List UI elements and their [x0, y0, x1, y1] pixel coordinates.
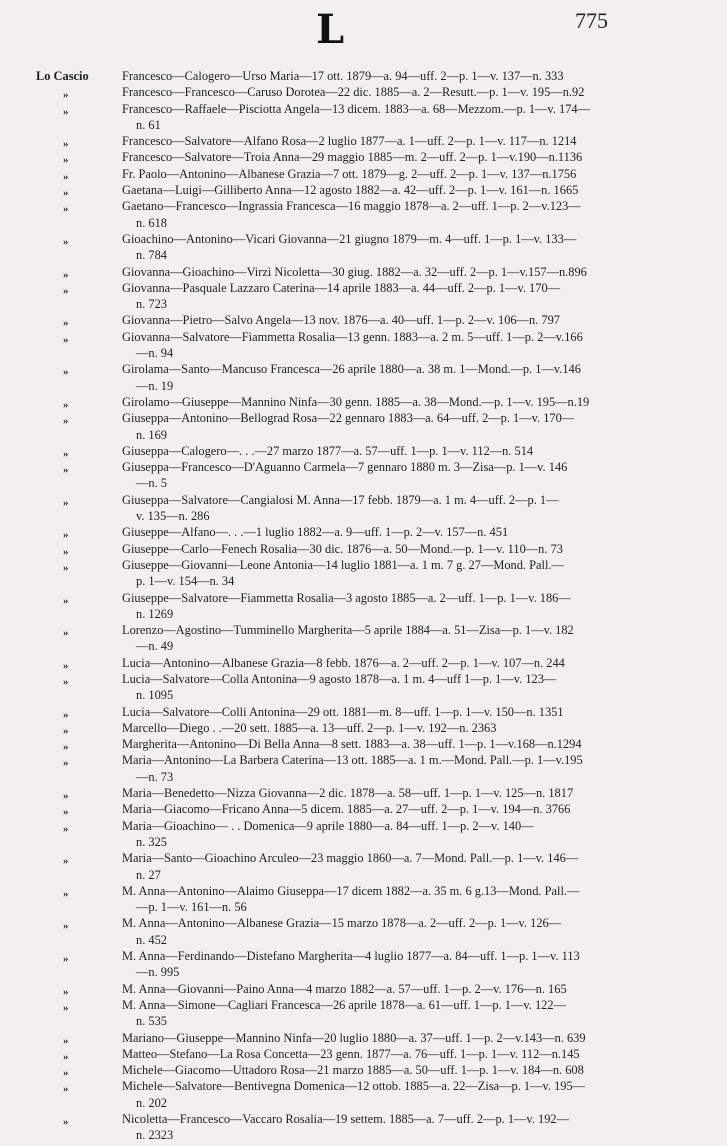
entry-text: Maria—Antonino—La Barbera Caterina—13 ott. 1885—a. 1 m.—Mond. Pall.—p. 1—v.195	[122, 753, 583, 768]
ditto-mark: »	[63, 317, 69, 330]
register-entry	[0, 720, 727, 736]
ditto-mark: »	[63, 806, 69, 819]
entry-continuation: n. 325	[136, 834, 167, 849]
register-entry	[0, 329, 727, 362]
register-entry	[0, 590, 727, 623]
entry-list	[0, 68, 727, 1144]
entry-continuation: n. 452	[136, 932, 167, 947]
register-entry	[0, 818, 727, 851]
ditto-mark: »	[63, 398, 69, 411]
ditto-mark: »	[63, 464, 69, 477]
ditto-mark: »	[63, 447, 69, 460]
ditto-mark: »	[63, 855, 69, 868]
entry-text: Giuseppa—Francesco—D'Aguanno Carmela—7 gennaro 1880 m. 3—Zisa—p. 1—v. 146	[122, 460, 568, 475]
entry-continuation: n. 618	[136, 215, 167, 230]
ditto-mark: »	[63, 1067, 69, 1080]
ditto-mark: »	[63, 105, 69, 118]
register-entry	[0, 997, 727, 1030]
ditto-mark: »	[63, 708, 69, 721]
ditto-mark: »	[63, 203, 69, 216]
entry-text: Giovanna—Gioachino—Virzì Nicoletta—30 giug. 1882—a. 32—uff. 2—p. 1—v.157—n.896	[122, 264, 587, 279]
register-entry	[0, 915, 727, 948]
register-entry	[0, 981, 727, 997]
ditto-mark: »	[63, 822, 69, 835]
ditto-mark: »	[63, 1034, 69, 1047]
register-entry	[0, 883, 727, 916]
ditto-mark: »	[63, 659, 69, 672]
register-entry	[0, 736, 727, 752]
register-entry	[0, 410, 727, 443]
register-entry	[0, 231, 727, 264]
entry-continuation: p. 1—v. 154—n. 34	[136, 574, 235, 589]
surname-label: Lo Cascio	[36, 69, 89, 83]
register-entry	[0, 1046, 727, 1062]
ditto-mark: »	[63, 333, 69, 346]
entry-continuation: —n. 995	[136, 965, 180, 980]
entry-text: Marcello—Diego . .—20 sett. 1885—a. 13—uff. 2—p. 1—v. 192—n. 2363	[122, 720, 497, 735]
entry-continuation: —n. 19	[136, 378, 174, 393]
ditto-mark: »	[63, 953, 69, 966]
register-entry	[0, 394, 727, 410]
ditto-mark: »	[63, 545, 69, 558]
ditto-mark: »	[63, 675, 69, 688]
register-entry	[0, 68, 727, 84]
register-entry	[0, 704, 727, 720]
entry-text: Lucia—Salvatore—Colla Antonina—9 agosto 1878—a. 1 m. 4—uff 1—p. 1—v. 123—	[122, 671, 557, 686]
register-entry	[0, 264, 727, 280]
page-number: 775	[575, 8, 608, 33]
register-entry	[0, 655, 727, 671]
entry-text: Giuseppe—Giovanni—Leone Antonia—14 luglio 1881—a. 1 m. 7 g. 27—Mond. Pall.—	[122, 557, 564, 572]
entry-text: Francesco—Salvatore—Alfano Rosa—2 luglio 1877—a. 1—uff. 2—p. 1—v. 117—n. 1214	[122, 134, 577, 149]
section-letter: L	[316, 6, 345, 53]
entry-text: Giovanna—Salvatore—Fiammetta Rosalia—13 genn. 1883—a. 2 m. 5—uff. 1—p. 2—v.166	[122, 329, 583, 344]
entry-text: Maria—Santo—Gioachino Arculeo—23 maggio 1860—a. 7—Mond. Pall.—p. 1—v. 146—	[122, 851, 579, 866]
entry-text: Giuseppa—Calogero—. . .—27 marzo 1877—a. 57—uff. 1—p. 1—v. 112—n. 514	[122, 443, 534, 458]
entry-continuation: —n. 94	[136, 346, 174, 361]
ditto-mark: »	[63, 138, 69, 151]
entry-text: M. Anna—Simone—Cagliari Francesca—26 aprile 1878—a. 61—uff. 1—p. 1—v. 122—	[122, 997, 566, 1012]
entry-text: Giuseppa—Antonino—Bellograd Rosa—22 gennaro 1883—a. 64—uff. 2—p. 1—v. 170—	[122, 411, 575, 426]
entry-continuation: n. 784	[136, 248, 167, 263]
entry-continuation: —n. 5	[136, 476, 167, 491]
register-entry	[0, 948, 727, 981]
entry-text: Nicoletta—Francesco—Vaccaro Rosalia—19 settem. 1885—a. 7—uff. 2—p. 1—v. 192—	[122, 1112, 569, 1126]
entry-text: M. Anna—Antonino—Alaimo Giuseppa—17 dicem 1882—a. 35 m. 6 g.13—Mond. Pall.—	[122, 883, 580, 898]
register-entry	[0, 541, 727, 557]
ditto-mark: »	[63, 284, 69, 297]
ditto-mark: »	[63, 757, 69, 770]
entry-continuation: —p. 1—v. 161—n. 56	[136, 900, 247, 915]
ditto-mark: »	[63, 594, 69, 607]
entry-text: Giuseppe—Alfano—. . .—1 luglio 1882—a. 9—uff. 1—p. 2—v. 157—n. 451	[122, 525, 509, 540]
register-entry	[0, 557, 727, 590]
register-entry	[0, 312, 727, 328]
entry-text: M. Anna—Antonino—Albanese Grazia—15 marzo 1878—a. 2—uff. 2—p. 1—v. 126—	[122, 916, 562, 931]
register-entry	[0, 101, 727, 134]
entry-text: Michele—Salvatore—Bentivegna Domenica—12 ottob. 1885—a. 22—Zisa—p. 1—v. 195—	[122, 1079, 586, 1094]
entry-text: Maria—Benedetto—Nizza Giovanna—2 dic. 1878—a. 58—uff. 1—p. 1—v. 125—n. 1817	[122, 786, 574, 801]
entry-text: Lucia—Antonino—Albanese Grazia—8 febb. 1876—a. 2—uff. 2—p. 1—v. 107—n. 244	[122, 655, 565, 670]
ditto-mark: »	[63, 1083, 69, 1096]
register-entry	[0, 443, 727, 459]
ditto-mark: »	[63, 1116, 69, 1128]
entry-continuation: n. 723	[136, 297, 167, 312]
entry-continuation: n. 535	[136, 1014, 167, 1029]
ditto-mark: »	[63, 1001, 69, 1014]
entry-text: Giuseppe—Carlo—Fenech Rosalia—30 dic. 1876—a. 50—Mond.—p. 1—v. 110—n. 73	[122, 541, 563, 556]
entry-text: Giovanna—Pietro—Salvo Angela—13 nov. 1876—a. 40—uff. 1—p. 2—v. 106—n. 797	[122, 313, 560, 328]
register-entry	[0, 1030, 727, 1046]
entry-text: M. Anna—Giovanni—Paino Anna—4 marzo 1882—a. 57—uff. 1—p. 2—v. 176—n. 165	[122, 981, 567, 996]
entry-text: Girolama—Santo—Mancuso Francesca—26 aprile 1880—a. 38 m. 1—Mond.—p. 1—v.146	[122, 362, 581, 377]
entry-text: Michele—Giacomo—Uttadoro Rosa—21 marzo 1885—a. 50—uff. 1—p. 1—v. 184—n. 608	[122, 1063, 584, 1078]
entry-text: Giuseppa—Salvatore—Cangialosi M. Anna—17 febb. 1879—a. 1 m. 4—uff. 2—p. 1—	[122, 492, 559, 507]
register-entry	[0, 752, 727, 785]
ditto-mark: »	[63, 1050, 69, 1063]
entry-text: Mariano—Giuseppe—Mannino Ninfa—20 luglio 1880—a. 37—uff. 1—p. 2—v.143—n. 639	[122, 1030, 586, 1045]
entry-text: Maria—Gioachino— . . Domenica—9 aprile 1880—a. 84—uff. 1—p. 2—v. 140—	[122, 818, 534, 833]
register-entry	[0, 671, 727, 704]
register-entry	[0, 149, 727, 165]
entry-continuation: n. 27	[136, 867, 161, 882]
entry-text: Maria—Giacomo—Fricano Anna—5 dicem. 1885—a. 27—uff. 2—p. 1—v. 194—n. 3766	[122, 802, 571, 817]
register-entry	[0, 622, 727, 655]
entry-continuation: v. 135—n. 286	[136, 509, 210, 524]
ditto-mark: »	[63, 529, 69, 542]
register-entry	[0, 166, 727, 182]
entry-continuation: n. 1269	[136, 606, 174, 621]
entry-text: Francesco—Calogero—Urso Maria—17 ott. 1879—a. 94—uff. 2—p. 1—v. 137—n. 333	[122, 69, 564, 83]
register-entry	[0, 1078, 727, 1111]
register-entry	[0, 1111, 727, 1144]
ditto-mark: »	[63, 366, 69, 379]
ditto-mark: »	[63, 268, 69, 281]
ditto-mark: »	[63, 89, 69, 102]
register-entry	[0, 1062, 727, 1078]
entry-text: Fr. Paolo—Antonino—Albanese Grazia—7 ott. 1879—g. 2—uff. 2—p. 1—v. 137—n.1756	[122, 166, 577, 181]
entry-text: Francesco—Salvatore—Troia Anna—29 maggio 1885—m. 2—uff. 2—p. 1—v.190—n.1136	[122, 150, 583, 165]
entry-continuation: n. 61	[136, 117, 161, 132]
entry-text: Gaetana—Luigi—Gilliberto Anna—12 agosto 1882—a. 42—uff. 2—p. 1—v. 161—n. 1665	[122, 183, 579, 198]
register-entry	[0, 492, 727, 525]
entry-text: Francesco—Francesco—Caruso Dorotea—22 dic. 1885—a. 2—Resutt.—p. 1—v. 195—n.92	[122, 85, 585, 100]
ditto-mark: »	[63, 235, 69, 248]
ditto-mark: »	[63, 154, 69, 167]
entry-text: Girolamo—Giuseppe—Mannino Ninfa—30 genn. 1885—a. 38—Mond.—p. 1—v. 195—n.19	[122, 394, 590, 409]
ditto-mark: »	[63, 561, 69, 574]
entry-continuation: n. 2323	[136, 1128, 174, 1143]
ditto-mark: »	[63, 415, 69, 428]
entry-continuation: n. 169	[136, 427, 167, 442]
entry-continuation: —n. 73	[136, 769, 174, 784]
register-entry	[0, 182, 727, 198]
entry-continuation: n. 202	[136, 1095, 167, 1110]
ditto-mark: »	[63, 496, 69, 509]
ditto-mark: »	[63, 170, 69, 183]
ditto-mark: »	[63, 741, 69, 754]
register-entry	[0, 361, 727, 394]
register-entry	[0, 785, 727, 801]
entry-text: Giovanna—Pasquale Lazzaro Caterina—14 aprile 1883—a. 44—uff. 2—p. 1—v. 170—	[122, 280, 561, 295]
register-entry	[0, 280, 727, 313]
entry-continuation: n. 1095	[136, 688, 174, 703]
register-entry	[0, 198, 727, 231]
entry-text: Giuseppe—Salvatore—Fiammetta Rosalia—3 agosto 1885—a. 2—uff. 1—p. 1—v. 186—	[122, 590, 571, 605]
entry-text: Matteo—Stefano—La Rosa Concetta—23 genn. 1877—a. 76—uff. 1—p. 1—v. 112—n.145	[122, 1046, 580, 1061]
register-entry	[0, 459, 727, 492]
register-entry	[0, 84, 727, 100]
ditto-mark: »	[63, 920, 69, 933]
ditto-mark: »	[63, 724, 69, 737]
entry-text: Gaetano—Francesco—Ingrassia Francesca—16 maggio 1878—a. 2—uff. 1—p. 2—v.123—	[122, 199, 581, 214]
entry-text: M. Anna—Ferdinando—Distefano Margherita—4 luglio 1877—a. 84—uff. 1—p. 1—v. 113	[122, 949, 580, 964]
entry-continuation: —n. 49	[136, 639, 174, 654]
entry-text: Gioachino—Antonino—Vicari Giovanna—21 giugno 1879—m. 4—uff. 1—p. 1—v. 133—	[122, 231, 577, 246]
register-entry	[0, 133, 727, 149]
ditto-mark: »	[63, 627, 69, 640]
register-entry	[0, 850, 727, 883]
entry-text: Lucia—Salvatore—Colli Antonina—29 ott. 1881—m. 8—uff. 1—p. 1—v. 150—n. 1351	[122, 704, 564, 719]
ditto-mark: »	[63, 985, 69, 998]
register-entry	[0, 524, 727, 540]
register-entry	[0, 801, 727, 817]
entry-text: Francesco—Raffaele—Pisciotta Angela—13 dicem. 1883—a. 68—Mezzom.—p. 1—v. 174—	[122, 101, 590, 116]
entry-text: Margherita—Antonino—Di Bella Anna—8 sett. 1883—a. 38—uff. 1—p. 1—v.168—n.1294	[122, 737, 582, 752]
ditto-mark: »	[63, 790, 69, 803]
ditto-mark: »	[63, 187, 69, 200]
entry-text: Lorenzo—Agostino—Tumminello Margherita—5 aprile 1884—a. 51—Zisa—p. 1—v. 182	[122, 623, 574, 638]
ditto-mark: »	[63, 887, 69, 900]
